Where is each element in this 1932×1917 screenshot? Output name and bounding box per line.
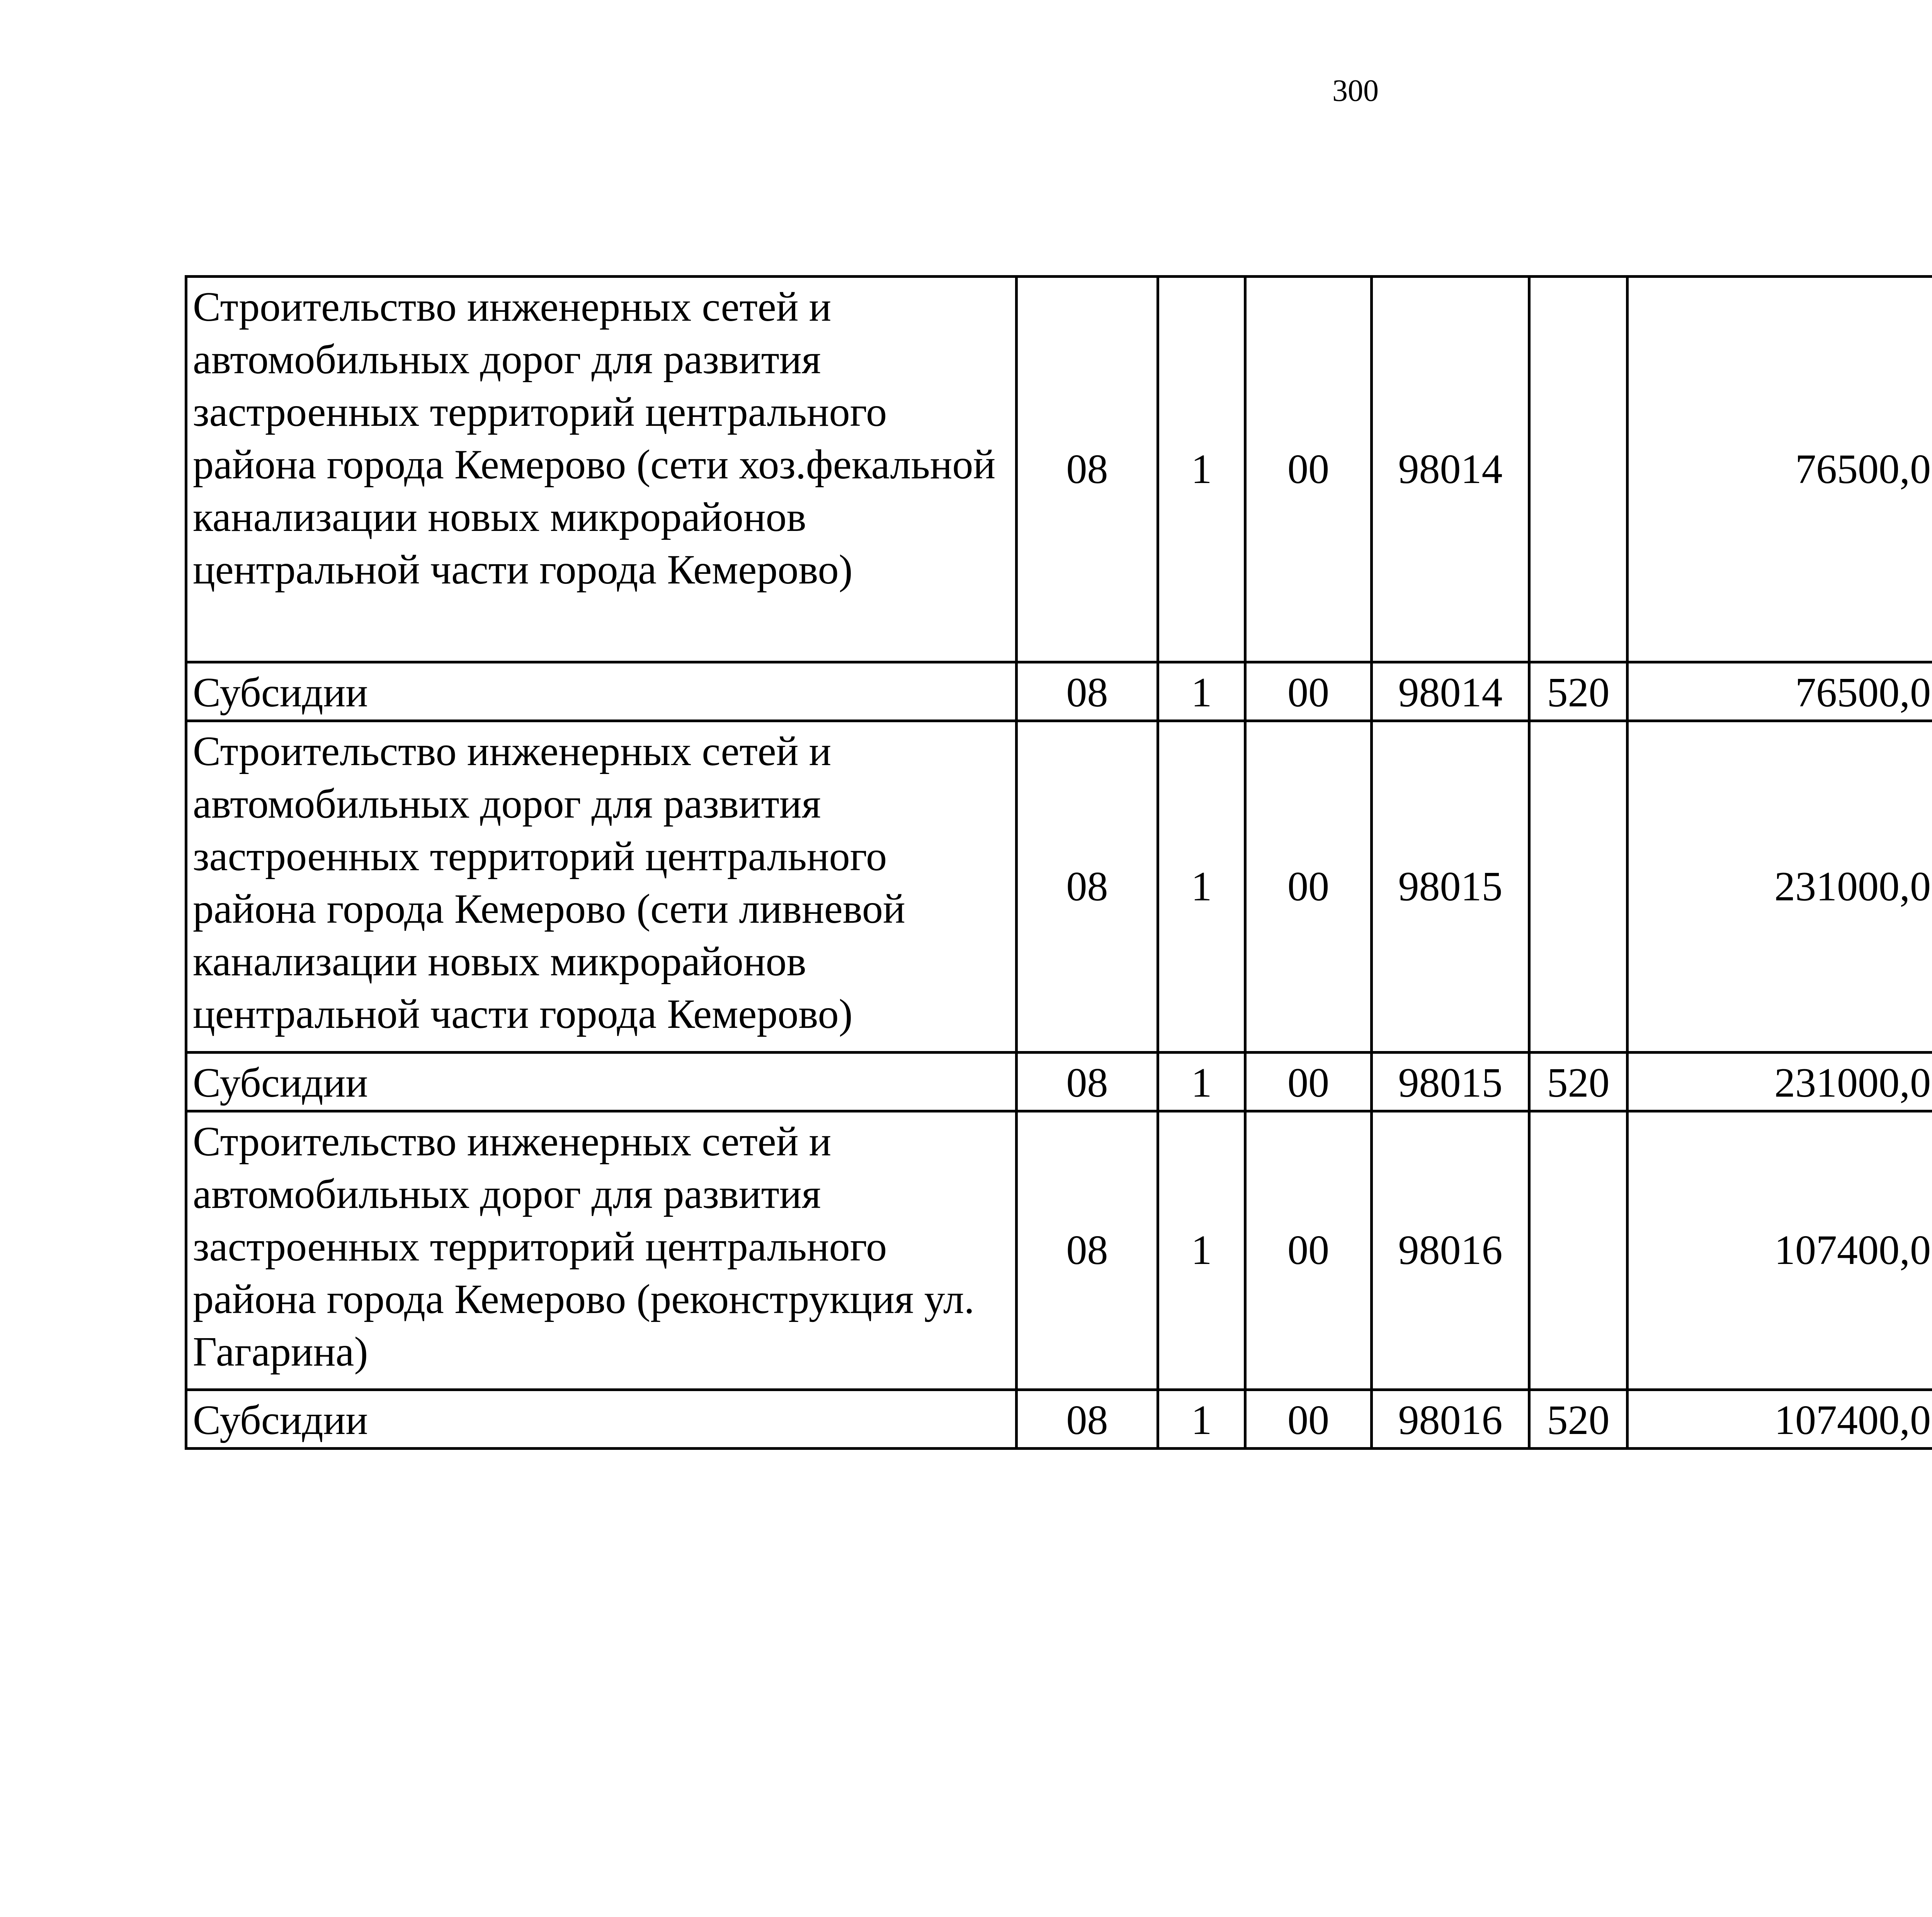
amount-1: 107400,0 xyxy=(1628,1111,1932,1390)
section-code: 08 xyxy=(1017,277,1158,662)
section-code: 08 xyxy=(1017,662,1158,721)
direction-code: 98015 xyxy=(1372,721,1529,1053)
direction-code: 98016 xyxy=(1372,1390,1529,1449)
table-row xyxy=(186,1390,1932,1449)
section-code: 08 xyxy=(1017,1390,1158,1449)
table-row xyxy=(186,1053,1932,1111)
subprogram-code: 00 xyxy=(1245,1053,1372,1111)
program-code: 1 xyxy=(1158,1111,1245,1390)
amount-1: 107400,0 xyxy=(1628,1390,1932,1449)
program-code: 1 xyxy=(1158,721,1245,1053)
expense-name: Строительство инженерных сетей и автомобильных дорог для развития застроенных территорий центрального района города Кемерово (сети хоз.фекальной канализации новых микрорайонов центральной части города Кемерово) xyxy=(186,277,1017,662)
expense-type-code: 520 xyxy=(1529,662,1628,721)
page-number: 300 xyxy=(1332,74,1379,108)
program-code: 1 xyxy=(1158,662,1245,721)
table-row xyxy=(186,1111,1932,1390)
direction-code: 98014 xyxy=(1372,277,1529,662)
direction-code: 98015 xyxy=(1372,1053,1529,1111)
subprogram-code: 00 xyxy=(1245,662,1372,721)
amount-1: 231000,0 xyxy=(1628,1053,1932,1111)
budget-table xyxy=(185,275,1932,1450)
amount-1: 231000,0 xyxy=(1628,721,1932,1053)
expense-name: Строительство инженерных сетей и автомобильных дорог для развития застроенных территорий центрального района города Кемерово (реконструкция ул. Гагарина) xyxy=(186,1111,1017,1390)
section-code: 08 xyxy=(1017,721,1158,1053)
amount-1: 76500,0 xyxy=(1628,277,1932,662)
amount-1: 76500,0 xyxy=(1628,662,1932,721)
section-code: 08 xyxy=(1017,1111,1158,1390)
expense-type-code xyxy=(1529,1111,1628,1390)
program-code: 1 xyxy=(1158,1390,1245,1449)
expense-name: Субсидии xyxy=(186,1053,1017,1111)
program-code: 1 xyxy=(1158,277,1245,662)
table-row xyxy=(186,277,1932,662)
expense-type-code xyxy=(1529,721,1628,1053)
subprogram-code: 00 xyxy=(1245,277,1372,662)
direction-code: 98014 xyxy=(1372,662,1529,721)
program-code: 1 xyxy=(1158,1053,1245,1111)
direction-code: 98016 xyxy=(1372,1111,1529,1390)
section-code: 08 xyxy=(1017,1053,1158,1111)
expense-type-code: 520 xyxy=(1529,1053,1628,1111)
expense-name: Субсидии xyxy=(186,1390,1017,1449)
expense-type-code: 520 xyxy=(1529,1390,1628,1449)
expense-name: Субсидии xyxy=(186,662,1017,721)
subprogram-code: 00 xyxy=(1245,1111,1372,1390)
subprogram-code: 00 xyxy=(1245,721,1372,1053)
expense-name: Строительство инженерных сетей и автомобильных дорог для развития застроенных территорий центрального района города Кемерово (сети ливневой канализации новых микрорайонов центральной части города Кемерово) xyxy=(186,721,1017,1053)
expense-type-code xyxy=(1529,277,1628,662)
table-row xyxy=(186,721,1932,1053)
table-row xyxy=(186,662,1932,721)
subprogram-code: 00 xyxy=(1245,1390,1372,1449)
